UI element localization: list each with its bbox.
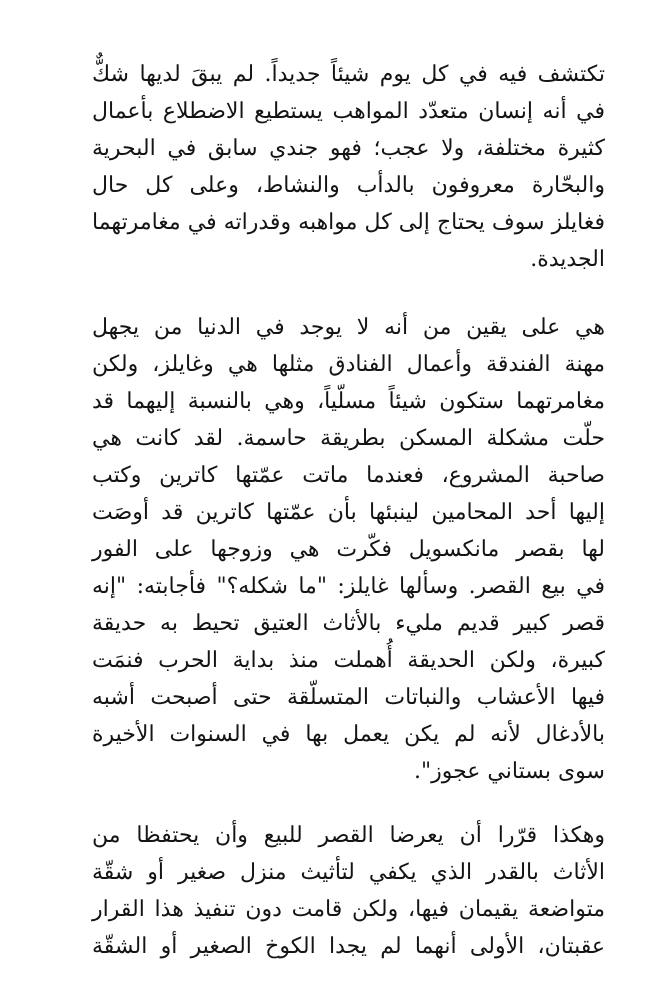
text-line: فغايلز سوف يحتاج إلى كل مواهبه وقدراته في مغامرتهما (92, 210, 605, 235)
text-line: حلّت مشكلة المسكن بطريقة حاسمة. لقد كانت هي (92, 426, 605, 451)
text-line: صاحبة المشروع، فعندما ماتت عمّتها كاترين وكتب (92, 463, 605, 488)
text-line: متواضعة يقيمان فيها، ولكن قامت دون تنفيذ هذا القرار (92, 897, 605, 922)
text-line: مهنة الفندقة وأعمال الفنادق مثلها هي وغايلز، ولكن (92, 352, 605, 377)
text-line: وهكذا قرّرا أن يعرضا القصر للبيع وأن يحتفظا من (92, 823, 605, 848)
text-line: لها بقصر مانكسويل فكّرت هي وزوجها على الفور (92, 537, 605, 562)
text-line: مغامرتهما ستكون شيئاً مسلّياً، وهي بالنسبة إليهما قد (92, 389, 605, 414)
text-line: كبيرة، ولكن الحديقة أُهملت منذ بداية الحرب فنمَت (92, 648, 605, 673)
text-line: كثيرة مختلفة، ولا عجب؛ فهو جندي سابق في البحرية (92, 136, 605, 161)
text-line: والبحّارة معروفون بالدأب والنشاط، وعلى كل حال (92, 173, 605, 198)
text-line: فيها الأعشاب والنباتات المتسلّقة حتى أصبحت أشبه (92, 685, 605, 710)
text-line: الجديدة. (530, 247, 605, 272)
text-line: بالأدغال لأنه لم يكن يعمل بها في السنوات الأخيرة (92, 722, 605, 747)
text-line: عقبتان، الأولى أنهما لم يجدا الكوخ الصغير أو الشقّة (92, 934, 605, 959)
text-line: هي على يقين من أنه لا يوجد في الدنيا من يجهل (92, 315, 605, 340)
text-line: إليها أحد المحامين لينبئها بأن عمّتها كاترين قد أوصَت (92, 500, 605, 525)
text-line: في أنه إنسان متعدّد المواهب يستطيع الاضطلاع بأعمال (92, 99, 605, 124)
paragraph-3 (92, 817, 605, 965)
text-line: في بيع القصر. وسألها غايلز: "ما شكله؟" فأجابته: "إنه (92, 574, 605, 599)
text-line: الأثاث بالقدر الذي يكفي لتأثيث منزل صغير أو شقّة (92, 860, 605, 885)
text-line: قصر كبير قديم مليء بالأثاث العتيق تحيط به حديقة (92, 611, 605, 636)
paragraph-1 (92, 56, 605, 278)
paragraph-2 (92, 309, 605, 790)
text-line: تكتشف فيه في كل يوم شيئاً جديداً. لم يبقَ لديها شكٌّ (92, 62, 605, 87)
text-line: سوى بستاني عجوز". (414, 759, 605, 784)
